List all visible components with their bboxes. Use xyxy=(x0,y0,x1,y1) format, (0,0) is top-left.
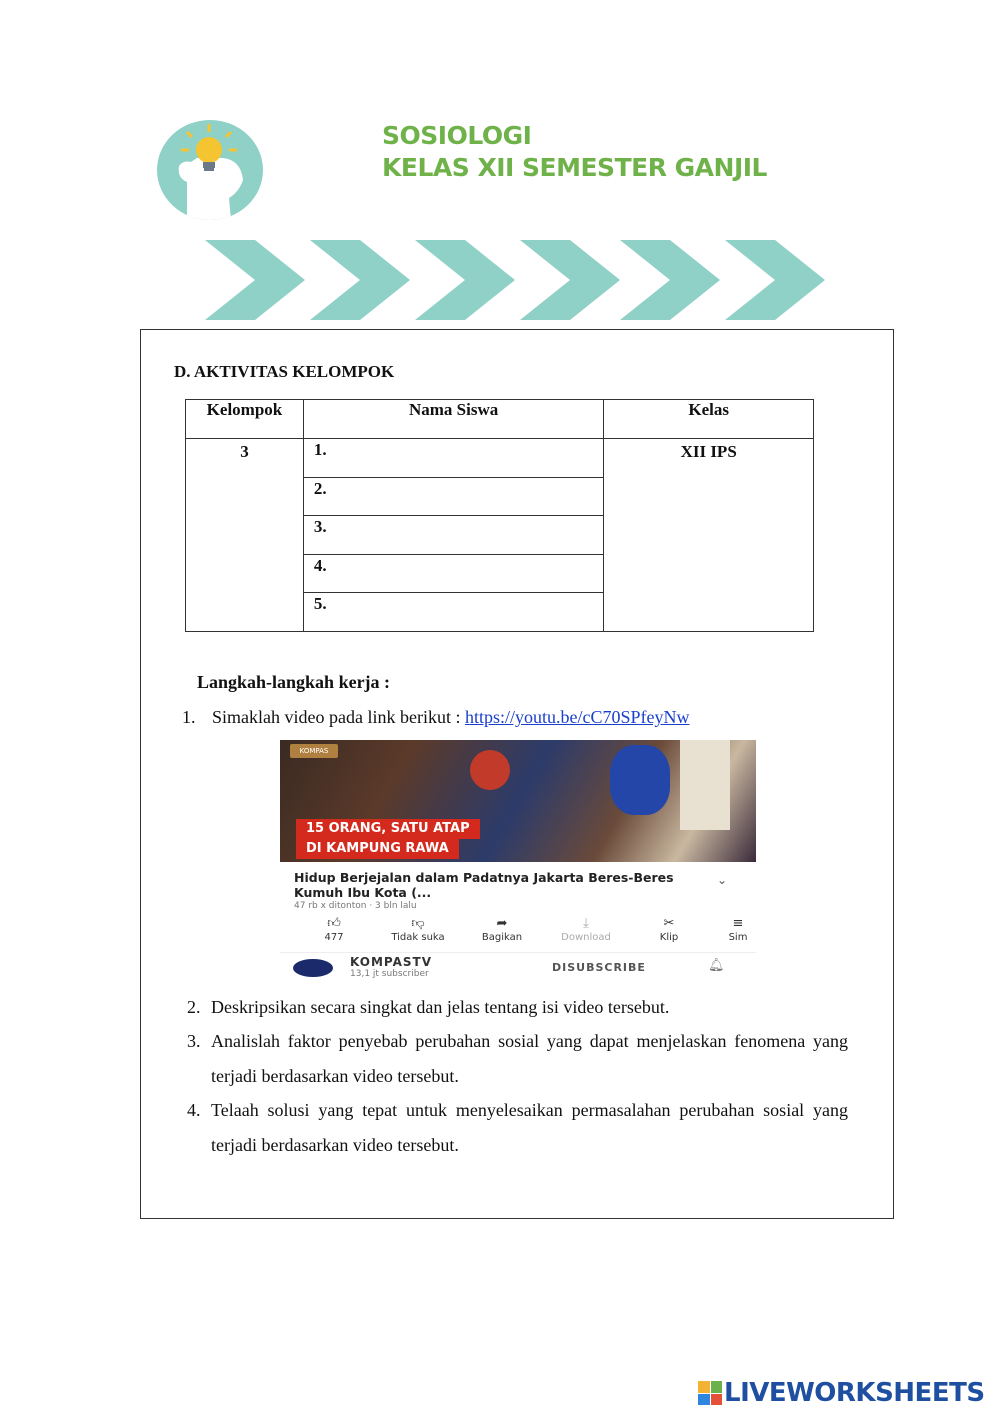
chevron-down-icon[interactable]: ⌄ xyxy=(717,873,728,887)
header-kelas: Kelas xyxy=(604,400,814,439)
step-text: Deskripsikan secara singkat dan jelas tentang isi video tersebut. xyxy=(211,997,670,1017)
watermark-text: LIVEWORKSHEETS xyxy=(724,1378,985,1408)
subscriber-count: 13,1 jt subscriber xyxy=(350,969,429,979)
step-number: 2. xyxy=(187,997,201,1017)
step-3 xyxy=(187,1024,857,1094)
video-link[interactable]: https://youtu.be/cC70SPfeyNw xyxy=(464,707,690,727)
subject-title: SOSIOLOGI xyxy=(382,121,532,150)
share-button[interactable]: ➦ Bagikan xyxy=(470,916,534,943)
step-4 xyxy=(187,1093,857,1163)
step-number: 3. xyxy=(187,1031,201,1051)
thumbs-up-icon: 👍︎ xyxy=(327,916,341,931)
thumbs-down-icon: 👎︎ xyxy=(411,916,425,931)
video-meta: 47 rb x ditonton · 3 bln lalu xyxy=(294,901,417,911)
liveworksheets-logo-icon xyxy=(698,1381,722,1405)
channel-name[interactable]: KOMPASTV xyxy=(350,955,432,969)
bell-icon[interactable]: 🔔︎ xyxy=(708,958,725,973)
class-semester-title: KELAS XII SEMESTER GANJIL xyxy=(382,153,767,182)
video-title: Hidup Berjejalan dalam Padatnya Jakarta Beres-Beres Kumuh Ibu Kota (... xyxy=(294,870,674,900)
student-name-row[interactable]: 1. xyxy=(303,439,603,478)
bulb-logo xyxy=(157,120,263,220)
step-text: Simaklah video pada link berikut : xyxy=(212,707,465,727)
thumbnail-caption-2: DI KAMPUNG RAWA xyxy=(296,839,459,859)
save-icon: ≡ xyxy=(732,916,744,931)
student-name-row[interactable]: 5. xyxy=(303,593,603,632)
download-button[interactable]: ⤓ Download xyxy=(546,916,626,943)
dislike-button[interactable]: 👎︎ Tidak suka xyxy=(376,916,460,943)
share-icon: ➦ xyxy=(496,916,508,931)
class-value: XII IPS xyxy=(604,439,814,632)
step-number: 4. xyxy=(187,1100,201,1120)
header-kelompok: Kelompok xyxy=(186,400,304,439)
video-screenshot[interactable] xyxy=(280,740,756,984)
step-text: Analislah faktor penyebab perubahan sosial yang dapat menjelaskan fenomena yang terjadi berdasarkan video tersebut. xyxy=(211,1031,848,1086)
student-name-row[interactable]: 3. xyxy=(303,516,603,555)
thumbnail-caption-1: 15 ORANG, SATU ATAP xyxy=(296,819,480,839)
channel-row xyxy=(280,952,756,982)
student-name-row[interactable]: 4. xyxy=(303,554,603,593)
group-table xyxy=(185,399,814,632)
group-number: 3 xyxy=(186,439,304,632)
step-2 xyxy=(187,990,857,1025)
unsubscribe-button[interactable]: DISUBSCRIBE xyxy=(552,961,646,974)
download-icon: ⤓ xyxy=(583,916,589,931)
like-button[interactable]: 👍︎ 477 xyxy=(316,916,352,943)
header-title xyxy=(382,120,767,184)
channel-avatar[interactable] xyxy=(293,959,333,977)
video-thumbnail[interactable] xyxy=(280,740,756,862)
step-number: 1. xyxy=(182,707,196,727)
chevron-arrows-decoration xyxy=(205,240,825,320)
clip-button[interactable]: ✂ Klip xyxy=(646,916,692,943)
steps-heading: Langkah-langkah kerja : xyxy=(197,672,391,692)
section-title: D. AKTIVITAS KELOMPOK xyxy=(174,362,395,381)
student-name-row[interactable]: 2. xyxy=(303,477,603,516)
video-actions xyxy=(280,916,756,948)
liveworksheets-watermark xyxy=(698,1376,985,1410)
channel-brand-badge: KOMPAS xyxy=(290,744,338,758)
header-nama-siswa: Nama Siswa xyxy=(303,400,603,439)
scissors-icon: ✂ xyxy=(663,916,675,931)
save-button[interactable]: ≡ Sim xyxy=(720,916,756,943)
step-text: Telaah solusi yang tepat untuk menyelesaikan permasalahan perubahan sosial yang terjadi berdasarkan video tersebut. xyxy=(211,1100,848,1155)
step-1 xyxy=(182,700,862,735)
